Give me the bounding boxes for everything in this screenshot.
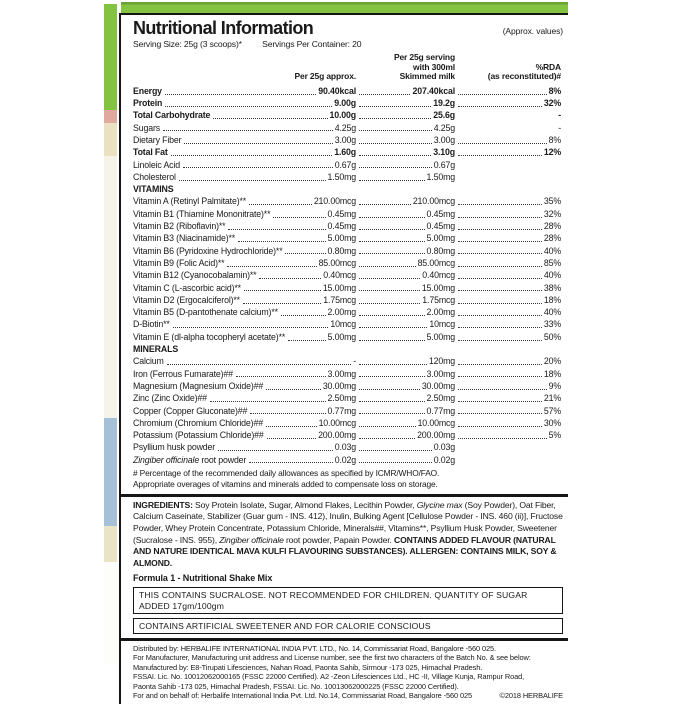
footer-line: Manufactured by: E8-Tirupati Lifesciences, Nahan Road, Paonta Sahib, Sirmour -173 025, Himachal Pradesh. <box>133 662 483 672</box>
nutrient-name: Magnesium (Magnesium Oxide)## <box>133 380 264 391</box>
nutrient-name: Total Carbohydrate <box>133 110 211 121</box>
page-title: Nutritional Information <box>133 18 314 38</box>
dotted-leader <box>359 118 431 119</box>
table-row <box>133 318 563 330</box>
value-with-milk: 2.50mg <box>426 393 455 404</box>
dotted-leader <box>359 340 425 341</box>
table-row <box>133 294 563 306</box>
nutrient-name: Vitamin E (dl-alpha tocopheryl acetate)** <box>133 331 286 342</box>
value-with-milk: 5.00mg <box>426 331 455 342</box>
table-row <box>133 85 563 97</box>
dotted-leader <box>244 290 321 291</box>
value-rda: 35% <box>543 196 561 207</box>
value-per-25g: 0.45mg <box>327 221 356 232</box>
value-rda: 21% <box>543 393 561 404</box>
strip-band-cream <box>104 123 117 156</box>
value-per-25g: 30.00mg <box>322 380 356 391</box>
table-row <box>133 417 563 429</box>
dotted-leader <box>458 413 542 414</box>
dotted-leader <box>458 426 542 427</box>
dotted-leader <box>458 143 547 144</box>
dotted-leader <box>281 315 326 316</box>
dotted-leader <box>458 376 542 377</box>
serving-info <box>133 39 563 49</box>
value-per-25g: 10.00mcg <box>318 417 356 428</box>
dotted-leader <box>359 278 420 279</box>
value-with-milk: 30.00mg <box>421 380 455 391</box>
value-rda: 32% <box>543 98 561 109</box>
strip-band-white <box>104 562 117 664</box>
value-with-milk: 200.00mg <box>417 430 455 441</box>
table-row <box>133 159 563 171</box>
dotted-leader <box>238 241 326 242</box>
dotted-leader <box>167 364 351 365</box>
strip-band-pink <box>104 110 117 123</box>
value-rda: 5% <box>548 430 561 441</box>
nutrient-name: Iron (Ferrous Fumarate)## <box>133 368 233 379</box>
nutrient-name: Vitamin C (L-ascorbic acid)** <box>133 282 241 293</box>
value-rda: 8% <box>548 85 561 96</box>
table-row <box>133 429 563 441</box>
nutrient-name: Vitamin B3 (Niacinamide)** <box>133 233 236 244</box>
dotted-leader <box>250 413 325 414</box>
value-per-25g: - <box>353 356 356 367</box>
value-per-25g: 4.25g <box>334 122 356 133</box>
dotted-leader <box>359 143 432 144</box>
dotted-leader <box>183 167 333 168</box>
dotted-leader <box>359 229 425 230</box>
table-row <box>133 454 563 466</box>
strip-band-blue <box>104 418 117 526</box>
table-row <box>133 257 563 269</box>
dotted-leader <box>458 401 542 402</box>
ingredients-text: INGREDIENTS: Soy Protein Isolate, Sugar, Almond Flakes, Lecithin Powder, Glycine max (Soy Powder), Oat Fiber, Calcium Caseinate, Stabilizer (Guar gum - INS. 412), Inulin, Bulking Agent [Cellulose Powder - INS. 460 (ii)], Fructose Powder, Whey Protein Concentrate, Potassium Chloride, Minerals##, Vitamins**, Psyllium Husk Powder, Sweetener (Sucralose - INS. 955), Zingiber officinale root powder, Papain Powder. CONTAINS ADDED FLAVOUR (NATURAL AND NATURE IDENTICAL MAVA KULFI FLAVOURING SUBSTANCES). ALLERGEN: CONTAINS MILK, SOY & ALMOND. <box>133 499 563 568</box>
dotted-leader <box>359 376 425 377</box>
dotted-leader <box>179 180 326 181</box>
table-row <box>133 109 563 121</box>
dotted-leader <box>228 229 325 230</box>
strip-band-pale <box>104 156 117 418</box>
dotted-leader <box>359 155 431 156</box>
footer-line: Distributed by: HERBALIFE INTERNATIONAL INDIA PVT. LTD., No. 14, Commissariat Road, Bangalore -560 025. <box>133 643 496 653</box>
dotted-leader <box>458 229 542 230</box>
table-row <box>133 282 563 294</box>
dotted-leader <box>458 290 542 291</box>
value-with-milk: 3.10g <box>433 147 455 158</box>
value-with-milk: 85.00mcg <box>417 257 455 268</box>
footer-line: For and on behalf of: Herbalife International India Pvt. Ltd. No.14, Commissariat Road, Bangalore -560 025 <box>133 690 473 700</box>
product-name: Formula 1 - Nutritional Shake Mix <box>133 573 273 584</box>
dotted-leader <box>359 315 425 316</box>
dotted-leader <box>359 217 425 218</box>
value-with-milk: 0.45mg <box>426 221 455 232</box>
dotted-leader <box>359 167 432 168</box>
value-rda: 28% <box>543 221 561 232</box>
dotted-leader <box>359 401 425 402</box>
dotted-leader <box>458 327 542 328</box>
column-headers <box>133 53 563 82</box>
dotted-leader <box>359 303 420 304</box>
dotted-leader <box>359 204 411 205</box>
value-rda: 32% <box>543 208 561 219</box>
nutrient-name: Vitamin B2 (Riboflavin)** <box>133 221 226 232</box>
copyright-notice: ©2018 HERBALIFE <box>499 690 563 700</box>
value-with-milk: 0.80mg <box>426 245 455 256</box>
value-rda: 18% <box>543 368 561 379</box>
dotted-leader <box>359 426 416 427</box>
table-row <box>133 208 563 220</box>
value-per-25g: 15.00mg <box>322 282 356 293</box>
table-row <box>133 392 563 404</box>
dotted-leader <box>184 143 332 144</box>
footer-line: For Manufacturer, Manufacturing unit address and License number, see the first two characters of the Batch No. & see below: <box>133 653 531 663</box>
dotted-leader <box>458 241 542 242</box>
nutrient-name: Zingiber officinale root powder <box>133 454 247 465</box>
table-row <box>133 195 563 207</box>
footnote-rda: # Percentage of the recommended daily allowances as specified by ICMR/WHO/FAO. <box>133 467 440 478</box>
table-row <box>133 122 563 134</box>
dotted-leader <box>458 253 542 254</box>
nutrient-name: D-Biotin** <box>133 319 170 330</box>
dotted-leader <box>458 364 542 365</box>
value-rda: 30% <box>543 417 561 428</box>
dotted-leader <box>458 266 542 267</box>
value-rda: 85% <box>543 257 561 268</box>
value-rda: 12% <box>543 147 561 158</box>
section-header: VITAMINS <box>133 184 174 195</box>
value-with-milk: 0.77mg <box>426 405 455 416</box>
dotted-leader <box>359 290 420 291</box>
dotted-leader <box>458 438 547 439</box>
value-rda: 8% <box>548 134 561 145</box>
value-with-milk: 2.00mg <box>426 307 455 318</box>
dotted-leader <box>458 94 547 95</box>
dotted-leader <box>243 303 321 304</box>
table-row <box>133 306 563 318</box>
value-per-25g: 90.40kcal <box>318 85 356 96</box>
approx-values-note: (Approx. values) <box>502 26 563 36</box>
title-row <box>133 19 563 38</box>
dotted-leader <box>458 389 547 390</box>
dotted-leader <box>458 303 542 304</box>
value-rda: - <box>558 122 561 133</box>
table-row <box>133 269 563 281</box>
table-row <box>133 245 563 257</box>
nutrient-name: Protein <box>133 98 163 109</box>
nutrient-name: Dietary Fiber <box>133 134 182 145</box>
value-rda: 57% <box>543 405 561 416</box>
nutrition-label <box>119 2 568 704</box>
dotted-leader <box>266 426 317 427</box>
table-row <box>133 368 563 380</box>
dotted-leader <box>359 180 425 181</box>
value-with-milk: 25.6g <box>433 110 455 121</box>
warning-box-sucralose: THIS CONTAINS SUCRALOSE. NOT RECOMMENDED FOR CHILDREN. QUANTITY OF SUGAR ADDED 17gm/100gm <box>133 587 563 614</box>
value-per-25g: 3.00mg <box>327 368 356 379</box>
table-row <box>133 380 563 392</box>
dotted-leader <box>249 204 312 205</box>
value-per-25g: 5.00mg <box>327 331 356 342</box>
value-with-milk: 210.00mcg <box>412 196 455 207</box>
strip-band-green <box>104 4 117 110</box>
value-with-milk: 207.40kcal <box>412 85 455 96</box>
dotted-leader <box>288 340 325 341</box>
value-with-milk: 4.25g <box>433 122 455 133</box>
dotted-leader <box>458 204 542 205</box>
nutrient-name: Total Fat <box>133 147 168 158</box>
value-with-milk: 3.00mg <box>426 368 455 379</box>
nutrient-name: Potassium (Potassium Chloride)## <box>133 430 264 441</box>
dotted-leader <box>359 438 415 439</box>
value-per-25g: 1.75mcg <box>323 294 356 305</box>
value-per-25g: 10.00g <box>329 110 356 121</box>
value-rda: 40% <box>543 270 561 281</box>
nutrient-name: Vitamin B9 (Folic Acid)** <box>133 257 225 268</box>
footer-line: Paonta Sahib -173 025, Himachal Pradesh, FSSAI. Lic. No. 10013062000225 (FSSC 22000 Certified). <box>133 681 459 691</box>
dotted-leader <box>165 106 332 107</box>
footnote-overages: Appropriate overages of vitamins and minerals added to compensate loss on storage. <box>133 479 438 490</box>
dotted-leader <box>227 266 316 267</box>
dotted-leader <box>359 241 425 242</box>
dotted-leader <box>259 278 321 279</box>
nutrient-name: Vitamin B5 (D-pantothenate calcium)** <box>133 307 278 318</box>
value-rda: 18% <box>543 294 561 305</box>
value-with-milk: 1.75mcg <box>422 294 455 305</box>
nutrient-name: Psyllium husk powder <box>133 442 216 453</box>
dotted-leader <box>218 450 333 451</box>
dotted-leader <box>359 389 420 390</box>
value-per-25g: 0.80mg <box>327 245 356 256</box>
value-rda: 40% <box>543 307 561 318</box>
table-row <box>133 355 563 367</box>
dotted-leader <box>359 413 425 414</box>
value-per-25g: 0.02g <box>334 454 356 465</box>
table-row <box>133 97 563 109</box>
value-per-25g: 0.40mcg <box>323 270 356 281</box>
nutrient-name: Calcium <box>133 356 164 367</box>
dotted-leader <box>359 327 427 328</box>
strip-band-cream2 <box>104 526 117 562</box>
value-rda: 38% <box>543 282 561 293</box>
nutrient-name: Copper (Copper Gluconate)## <box>133 405 248 416</box>
table-row <box>133 405 563 417</box>
value-rda: 40% <box>543 245 561 256</box>
legal-footer <box>133 644 563 700</box>
dotted-leader <box>359 462 432 463</box>
column-header-skimmed-milk: Per 25g serving with 300ml Skimmed milk <box>393 52 455 82</box>
dotted-leader <box>273 217 325 218</box>
value-per-25g: 1.60g <box>334 147 356 158</box>
section-header: MINERALS <box>133 344 179 355</box>
table-row <box>133 146 563 158</box>
value-per-25g: 5.00mg <box>327 233 356 244</box>
nutrient-name: Cholesterol <box>133 171 176 182</box>
divider-top <box>121 494 568 497</box>
brand-green-bar <box>121 2 568 13</box>
dotted-leader <box>359 130 432 131</box>
dotted-leader <box>359 266 416 267</box>
value-per-25g: 3.00g <box>334 134 356 145</box>
dotted-leader <box>359 364 427 365</box>
package-edge-strip <box>104 4 117 664</box>
value-rda: 33% <box>543 319 561 330</box>
dotted-leader <box>458 155 542 156</box>
value-rda: - <box>558 110 561 121</box>
value-with-milk: 10.00mcg <box>417 417 455 428</box>
dotted-leader <box>173 327 329 328</box>
serving-size: Serving Size: 25g (3 scoops)* <box>133 39 242 49</box>
footnotes <box>133 468 563 490</box>
dotted-leader <box>458 278 542 279</box>
nutrient-name: Chromium (Chromium Chloride)## <box>133 417 263 428</box>
nutrient-name: Zinc (Zinc Oxide)## <box>133 393 207 404</box>
value-with-milk: 0.40mcg <box>422 270 455 281</box>
nutrient-name: Sugars <box>133 122 160 133</box>
dotted-leader <box>163 130 333 131</box>
value-with-milk: 0.67g <box>433 159 455 170</box>
table-row <box>133 441 563 453</box>
value-with-milk: 15.00mg <box>421 282 455 293</box>
nutrient-name: Energy <box>133 85 162 96</box>
value-per-25g: 0.03g <box>334 442 356 453</box>
table-row <box>133 232 563 244</box>
dotted-leader <box>359 106 431 107</box>
dotted-leader <box>359 94 410 95</box>
dotted-leader <box>210 401 326 402</box>
warning-box-artificial-sweetener: CONTAINS ARTIFICIAL SWEETENER AND FOR CALORIE CONSCIOUS <box>133 618 563 634</box>
nutrient-name: Vitamin A (Retinyl Palmitate)** <box>133 196 247 207</box>
value-with-milk: 0.45mg <box>426 208 455 219</box>
value-with-milk: 120mg <box>428 356 455 367</box>
dotted-leader <box>171 155 333 156</box>
table-row <box>133 134 563 146</box>
servings-per-container: Servings Per Container: 20 <box>262 39 362 49</box>
dotted-leader <box>165 94 316 95</box>
nutrient-name: Vitamin B12 (Cyanocobalamin)** <box>133 270 257 281</box>
nutrition-rows <box>133 85 563 466</box>
dotted-leader <box>267 438 316 439</box>
dotted-leader <box>458 315 542 316</box>
footer-line: FSSAI. Lic. No. 10012062000165 (FSSC 22000 Certified). A2 -Zeon Lifesciences Ltd., HC -II, Village Kunja, Rampur Road, <box>133 672 525 682</box>
dotted-leader <box>236 376 326 377</box>
value-with-milk: 3.00g <box>433 134 455 145</box>
divider-bottom <box>121 638 568 641</box>
value-rda: 28% <box>543 233 561 244</box>
value-per-25g: 0.67g <box>334 159 356 170</box>
nutrient-name: Linoleic Acid <box>133 159 180 170</box>
column-header-per-25g: Per 25g approx. <box>294 71 356 82</box>
value-per-25g: 10mcg <box>330 319 356 330</box>
nutrient-name: Vitamin B1 (Thiamine Mononitrate)** <box>133 208 271 219</box>
value-with-milk: 0.02g <box>433 454 455 465</box>
value-per-25g: 2.50mg <box>327 393 356 404</box>
value-with-milk: 0.03g <box>433 442 455 453</box>
value-per-25g: 0.45mg <box>327 208 356 219</box>
dotted-leader <box>266 389 321 390</box>
value-per-25g: 0.77mg <box>327 405 356 416</box>
value-per-25g: 200.00mg <box>318 430 356 441</box>
value-per-25g: 1.50mg <box>327 171 356 182</box>
dotted-leader <box>359 450 432 451</box>
column-header-rda: %RDA (as reconstituted)# <box>487 61 561 82</box>
value-per-25g: 2.00mg <box>327 307 356 318</box>
table-row <box>133 171 563 183</box>
dotted-leader <box>458 106 542 107</box>
dotted-leader <box>213 118 327 119</box>
label-box <box>119 13 568 704</box>
value-per-25g: 85.00mcg <box>318 257 356 268</box>
value-rda: 50% <box>543 331 561 342</box>
dotted-leader <box>285 253 325 254</box>
table-row <box>133 220 563 232</box>
value-with-milk: 5.00mg <box>426 233 455 244</box>
table-row <box>133 331 563 343</box>
value-rda: 9% <box>548 380 561 391</box>
value-per-25g: 9.00g <box>334 98 356 109</box>
value-with-milk: 1.50mg <box>426 171 455 182</box>
value-with-milk: 19.2g <box>433 98 455 109</box>
dotted-leader <box>249 462 333 463</box>
dotted-leader <box>359 253 425 254</box>
nutrient-name: Vitamin B6 (Pyridoxine Hydrochloride)** <box>133 245 283 256</box>
value-per-25g: 210.00mcg <box>313 196 356 207</box>
dotted-leader <box>458 340 542 341</box>
value-with-milk: 10mcg <box>429 319 455 330</box>
value-rda: 20% <box>543 356 561 367</box>
dotted-leader <box>458 217 542 218</box>
nutrient-name: Vitamin D2 (Ergocalciferol)** <box>133 294 240 305</box>
